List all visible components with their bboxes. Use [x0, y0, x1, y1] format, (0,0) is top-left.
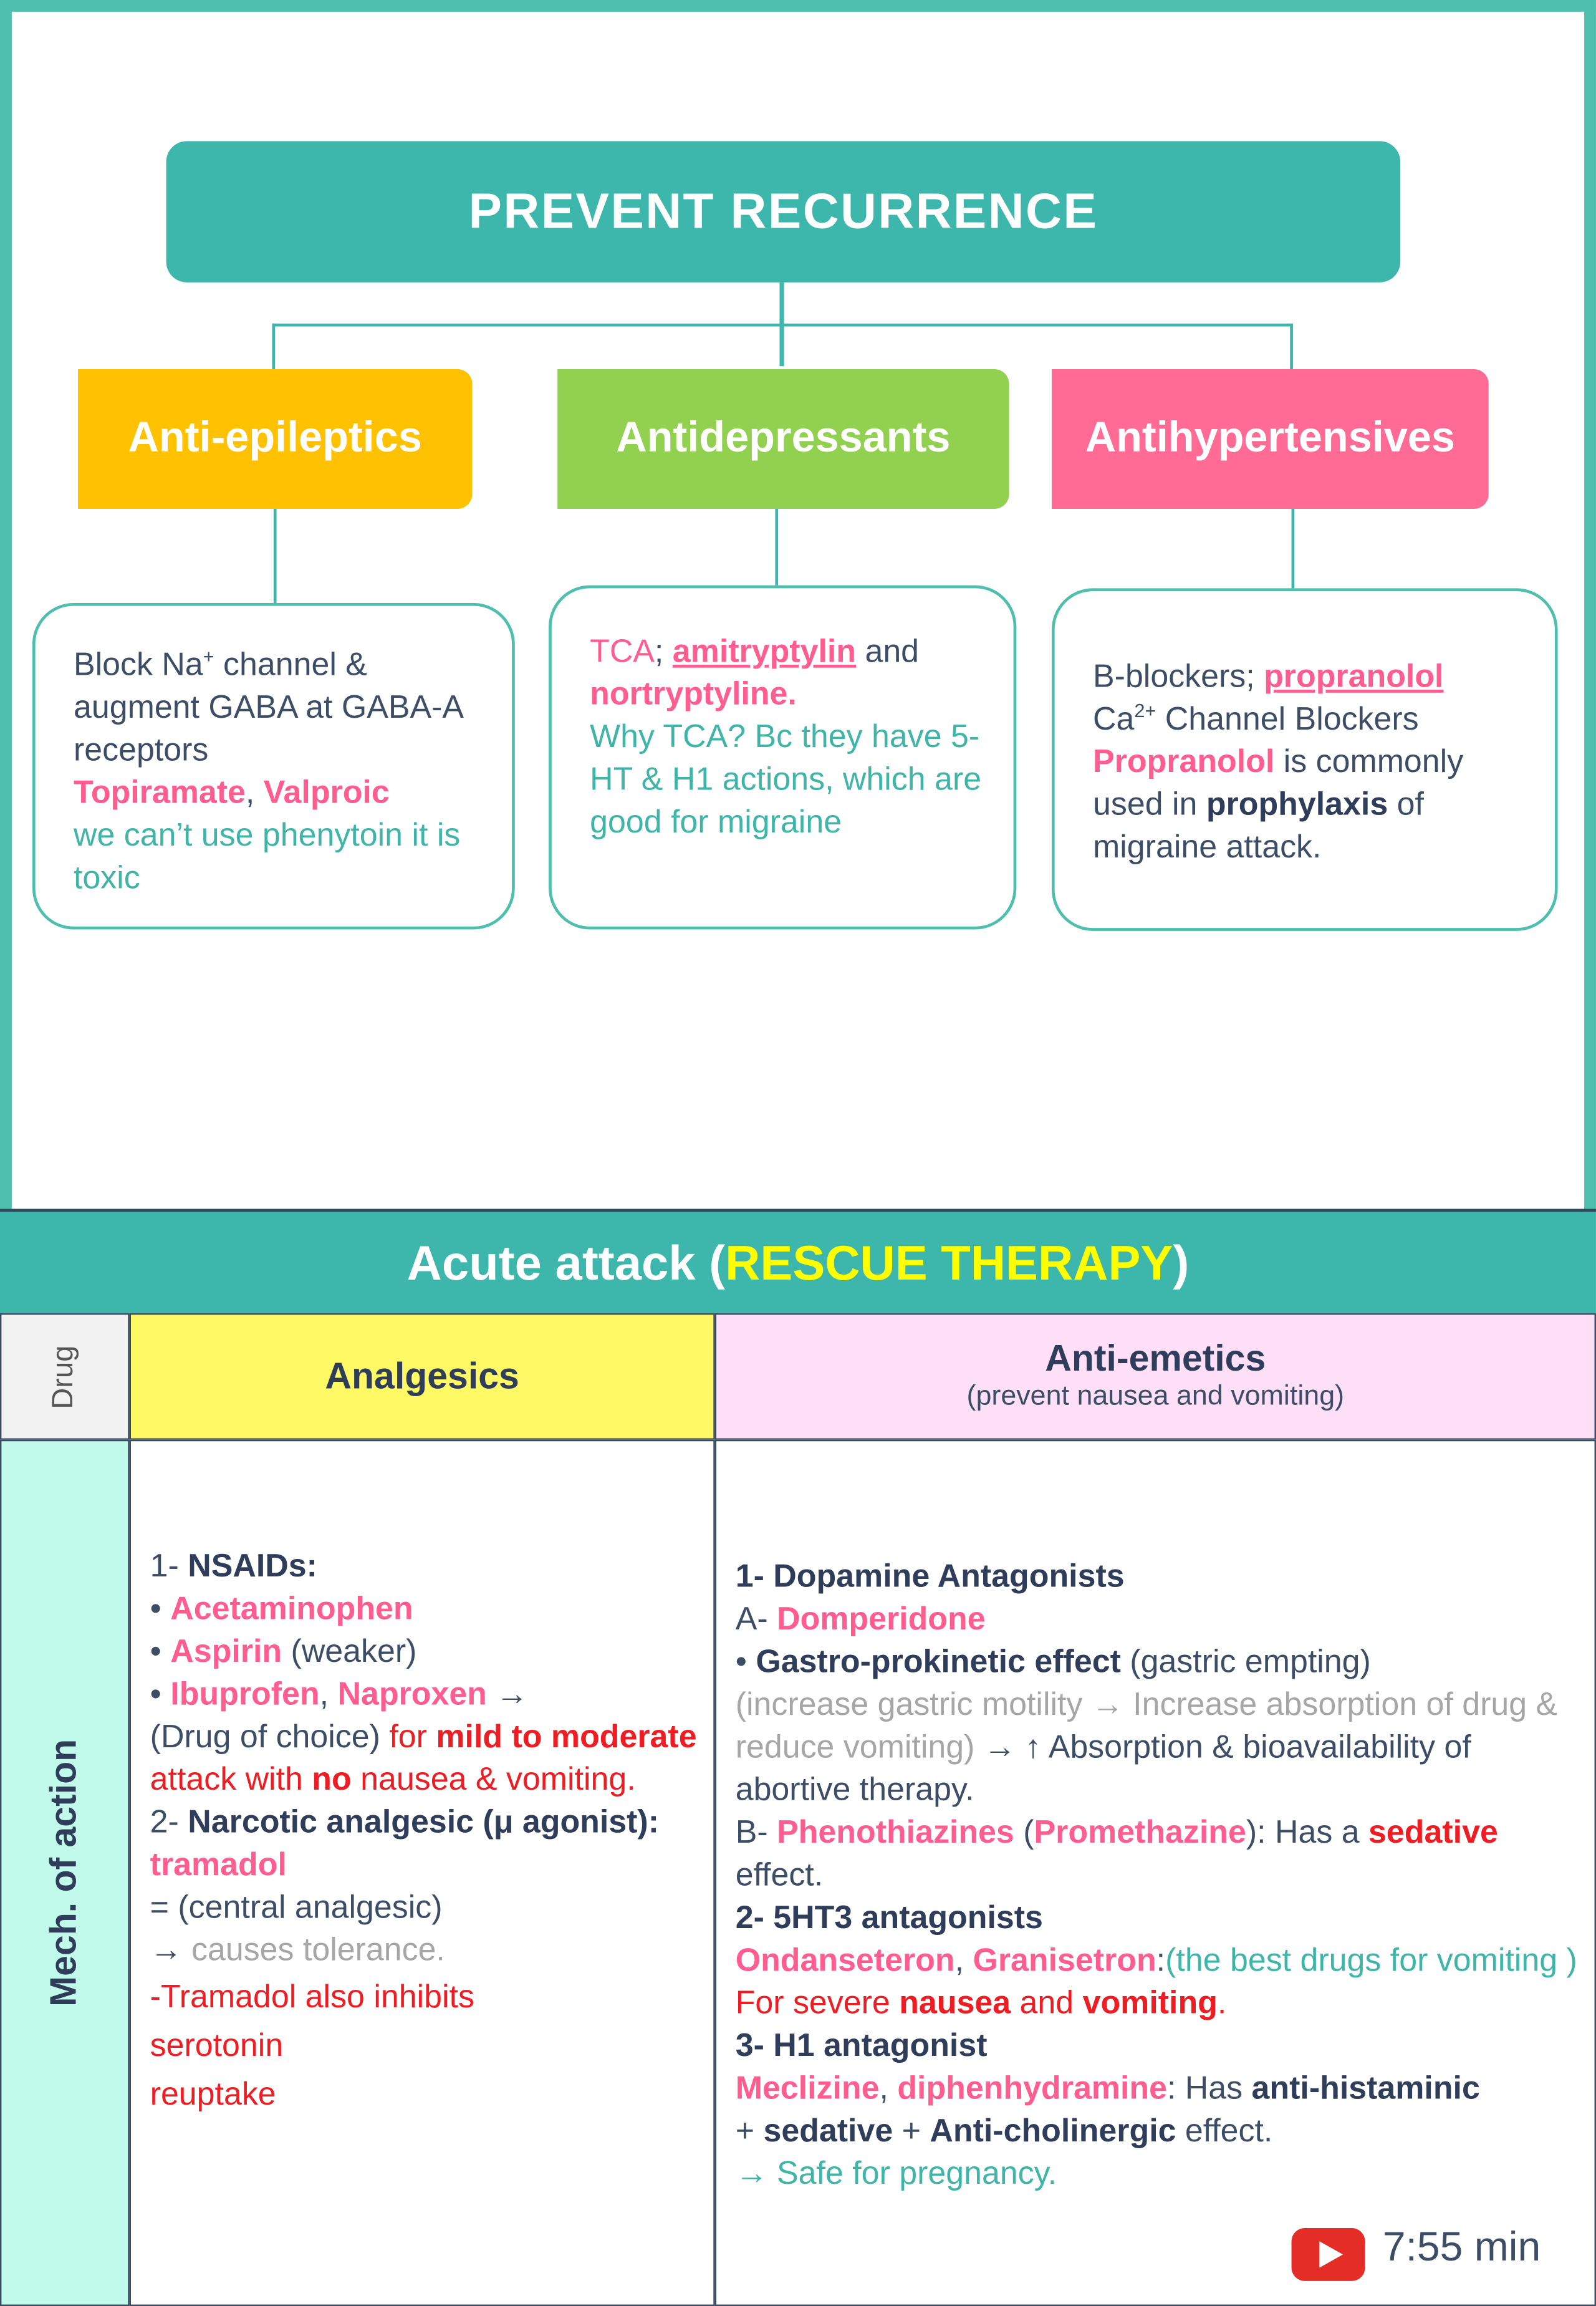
card1-text-b: channel & augment GABA at GABA-A receptors [73, 645, 463, 768]
row-label-drug [0, 1313, 130, 1440]
safe-pregnancy: → Safe for pregnancy. [735, 2154, 1057, 2192]
card2-semi: ; [654, 632, 673, 670]
header-antiemetics [715, 1313, 1596, 1440]
header-antiemetics-sub: (prevent nausea and vomiting) [966, 1381, 1345, 1412]
nsaids-num: 1- [150, 1547, 188, 1584]
drug-acetaminophen: Acetaminophen [170, 1590, 413, 1627]
central-analgesic: = (central analgesic) [150, 1888, 443, 1926]
sedative-2: sedative [763, 2111, 893, 2149]
card3-of: of migraine attack. [1093, 785, 1424, 865]
tramadol-line-1: -Tramadol also inhibits [150, 1978, 474, 2015]
connector-card-left [274, 509, 277, 603]
tolerance-text: causes tolerance. [191, 1931, 445, 1968]
drug-ondanseteron: Ondanseteron [735, 1941, 955, 1979]
motility-note: (increase gastric motility → Increase absorption of drug & reduce vomiting) [735, 1685, 1558, 1765]
dopamine-heading: 1- Dopamine Antagonists [735, 1557, 1125, 1594]
sedative-1: sedative [1368, 1813, 1498, 1850]
drug-ibuprofen: Ibuprofen [170, 1675, 320, 1712]
analgesics-content [150, 1544, 709, 2118]
rescue-title-main: Acute attack ( [406, 1234, 726, 1290]
narcotic-heading: Narcotic analgesic (μ agonist): [188, 1803, 660, 1840]
plus-1: + [735, 2111, 764, 2149]
tolerance-arrow: → [150, 1931, 192, 1968]
tramadol-line-2: serotonin [150, 2026, 284, 2063]
video-duration: 7:55 min [1382, 2223, 1541, 2270]
card3-bb: B-blockers; [1093, 657, 1264, 695]
gastro-bullet: • [735, 1643, 756, 1680]
drug-promethazine: Promethazine [1034, 1813, 1246, 1850]
card3-ca: Ca [1093, 700, 1135, 737]
card-antidepressants [549, 586, 1016, 930]
c-comma: , [954, 1941, 973, 1979]
rescue-title [0, 1209, 1596, 1313]
narcotic-num: 2- [150, 1803, 188, 1840]
c-colon: : [1156, 1941, 1166, 1979]
drug-topiramate: Topiramate [73, 773, 246, 811]
card1-note: we can’t use phenytoin it is toxic [73, 816, 461, 896]
connector-card-right [1292, 509, 1295, 588]
bullet-3: • [150, 1675, 171, 1712]
card1-sep: , [245, 773, 264, 811]
aspirin-note: (weaker) [282, 1632, 417, 1669]
card3-common: is commonly used in [1093, 742, 1464, 823]
card2-tca: TCA [590, 632, 655, 670]
drug-naproxen: Naproxen [337, 1675, 487, 1712]
header-antiemetics-text: Anti-emetics [1045, 1338, 1266, 1380]
and-text: and [1011, 1984, 1083, 2021]
card2-note: Why TCA? Bc they have 5-HT & H1 actions, which are good for migraine [590, 717, 982, 840]
drug-domperidone: Domperidone [777, 1599, 986, 1637]
nsaids-heading: NSAIDs: [188, 1547, 317, 1584]
card1-text-a: Block Na [73, 645, 203, 683]
card2-and: and [856, 632, 920, 670]
card3-ccb: Channel Blockers [1156, 700, 1419, 737]
5ht3-heading: 2- 5HT3 antagonists [735, 1898, 1043, 1936]
absorption-note: → ↑ Absorption & bioavailability of abortive therapy. [735, 1728, 1471, 1808]
d-comma: , [879, 2069, 898, 2106]
drug-propranolol-2: Propranolol [1093, 742, 1275, 779]
choice-d: attack with [150, 1760, 312, 1797]
severe-text: For severe [735, 1984, 900, 2021]
gastro-rest: (gastric empting) [1120, 1643, 1371, 1680]
drug-tramadol: tramadol [150, 1845, 287, 1883]
a-prefix: A- [735, 1599, 777, 1637]
rescue-title-end: ) [1173, 1234, 1190, 1290]
card3-prophylaxis: prophylaxis [1206, 785, 1388, 823]
bullet-1: • [150, 1590, 171, 1627]
drug-meclizine: Meclizine [735, 2069, 880, 2106]
drug-granisetron: Granisetron [973, 1941, 1156, 1979]
anti-cholinergic: Anti-cholinergic [930, 2111, 1176, 2149]
connector-card-mid [775, 509, 778, 586]
b-close: ): Has a [1246, 1813, 1369, 1850]
row-label-mech-text: Mech. of action [43, 1739, 85, 2007]
vomiting-text: vomiting [1082, 1984, 1218, 2021]
b-open: ( [1014, 1813, 1034, 1850]
header-analgesics [130, 1313, 715, 1440]
h1-heading: 3- H1 antagonist [735, 2026, 988, 2063]
drug-nortryptyline: nortryptyline. [590, 675, 797, 712]
anti-histaminic: anti-histaminic [1251, 2069, 1480, 2106]
vomiting-dot: . [1217, 1984, 1227, 2021]
rescue-title-highlight: RESCUE THERAPY [725, 1234, 1173, 1290]
drug-phenothiazines: Phenothiazines [777, 1813, 1014, 1850]
plus-2: + [893, 2111, 930, 2149]
connector-horizontal [272, 324, 1292, 327]
best-drugs-note: (the best drugs for vomiting ) [1165, 1941, 1577, 1979]
choice-e: no [312, 1760, 352, 1797]
effect-2: effect. [1176, 2111, 1273, 2149]
category-antidepressants: Antidepressants [557, 369, 1009, 509]
d-has: : Has [1166, 2069, 1252, 2106]
youtube-play-icon[interactable] [1292, 2228, 1365, 2281]
card-anti-epileptics [32, 603, 515, 930]
card-antihypertensives [1052, 588, 1558, 931]
category-anti-epileptics: Anti-epileptics [78, 369, 472, 509]
antiemetics-content [736, 1555, 1582, 2194]
connector-left-down [272, 324, 275, 369]
prevent-recurrence-title: PREVENT RECURRENCE [166, 141, 1401, 282]
row-label-mech [0, 1440, 130, 2306]
tramadol-line-3: reuptake [150, 2075, 276, 2112]
card3-sup: 2+ [1134, 699, 1156, 722]
choice-a: (Drug of choice) [150, 1717, 390, 1755]
drug-amitryptylin: amitryptylin [672, 632, 857, 670]
bullet-2: • [150, 1632, 171, 1669]
connector-right-down [1290, 324, 1293, 369]
b-prefix: B- [735, 1813, 777, 1850]
drug-valproic: Valproic [263, 773, 390, 811]
drug-aspirin: Aspirin [170, 1632, 282, 1669]
nausea-text: nausea [899, 1984, 1011, 2021]
gastro-heading: Gastro-prokinetic effect [756, 1643, 1121, 1680]
nsaid-arrow: → [486, 1675, 529, 1712]
choice-b: for [389, 1717, 436, 1755]
effect-1: effect. [735, 1856, 824, 1893]
row-label-drug-text: Drug [47, 1344, 80, 1409]
drug-diphenhydramine: diphenhydramine [897, 2069, 1167, 2106]
card1-sup: + [203, 645, 214, 667]
category-antihypertensives: Antihypertensives [1052, 369, 1489, 509]
header-analgesics-text: Analgesics [325, 1355, 519, 1397]
choice-f: nausea & vomiting. [351, 1760, 636, 1797]
choice-c: mild to moderate [436, 1717, 697, 1755]
drug-propranolol-1: propranolol [1264, 657, 1444, 695]
nsaid-comma: , [319, 1675, 338, 1712]
